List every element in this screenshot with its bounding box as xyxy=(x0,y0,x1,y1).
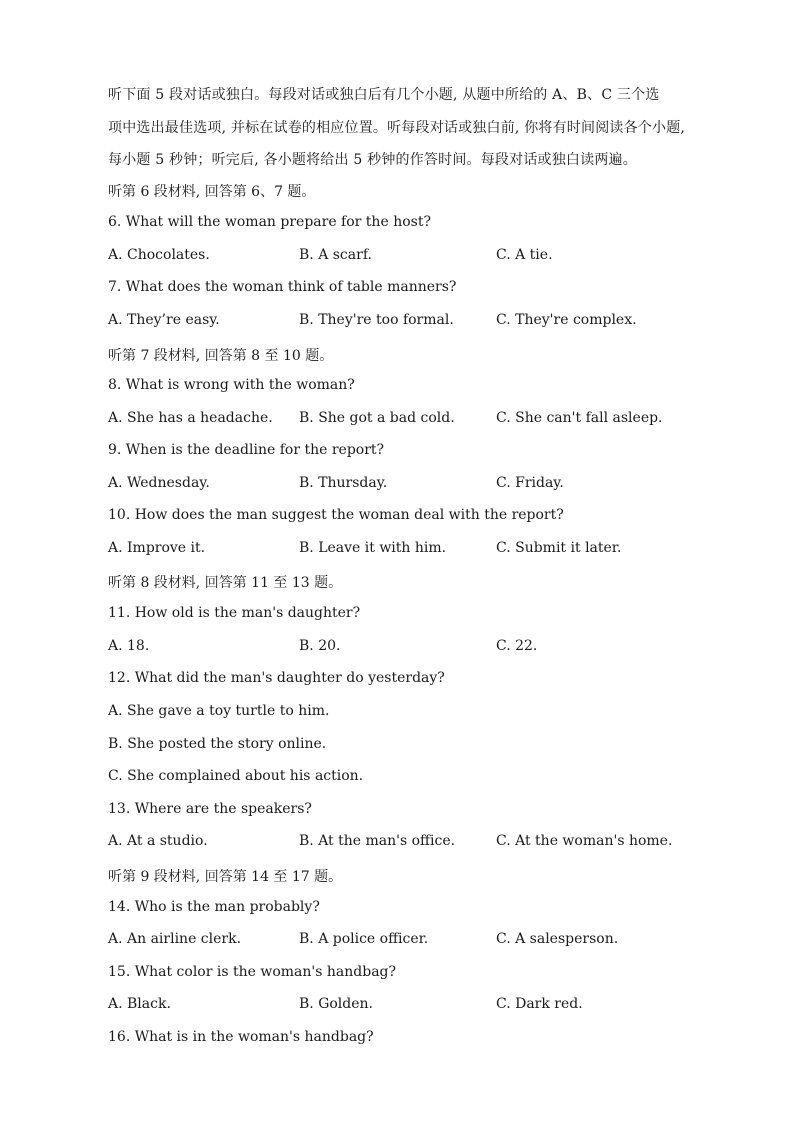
option-10c: C. Submit it later. xyxy=(496,540,622,556)
question-7: 7. What does the woman think of table manners? xyxy=(108,279,457,295)
option-14a: A. An airline clerk. xyxy=(108,931,242,947)
option-9c: C. Friday. xyxy=(496,475,564,491)
section-heading-4: 听第 9 段材料, 回答第 14 至 17 题。 xyxy=(108,869,343,885)
option-10a: A. Improve it. xyxy=(108,540,206,556)
question-12: 12. What did the man's daughter do yesterday? xyxy=(108,670,445,686)
option-15c: C. Dark red. xyxy=(496,996,583,1012)
section-heading-1: 听第 6 段材料, 回答第 6、7 题。 xyxy=(108,184,316,200)
option-11b: B. 20. xyxy=(299,638,341,654)
question-10: 10. How does the man suggest the woman deal with the report? xyxy=(108,507,564,523)
option-12c: C. She complained about his action. xyxy=(108,768,364,784)
option-13a: A. At a studio. xyxy=(108,833,208,849)
option-15b: B. Golden. xyxy=(299,996,373,1012)
option-6a: A. Chocolates. xyxy=(108,247,210,263)
option-12b: B. She posted the story online. xyxy=(108,736,327,752)
question-16: 16. What is in the woman's handbag? xyxy=(108,1029,374,1045)
option-6c: C. A tie. xyxy=(496,247,553,263)
intro-line-2: 项中选出最佳选项, 并标在试卷的相应位置。听每段对话或独白前, 你将有时间阅读各个小题, xyxy=(108,120,686,136)
question-13: 13. Where are the speakers? xyxy=(108,801,312,817)
option-11c: C. 22. xyxy=(496,638,538,654)
intro-line-1: 听下面 5 段对话或独白。每段对话或独白后有几个小题, 从题中所给的 A、B、C 三个选 xyxy=(108,87,660,103)
option-7b: B. They're too formal. xyxy=(299,312,454,328)
option-7a: A. They’re easy. xyxy=(108,312,220,328)
option-13c: C. At the woman's home. xyxy=(496,833,673,849)
option-13b: B. At the man's office. xyxy=(299,833,456,849)
option-7c: C. They're complex. xyxy=(496,312,637,328)
question-9: 9. When is the deadline for the report? xyxy=(108,442,385,458)
option-6b: B. A scarf. xyxy=(299,247,372,263)
option-11a: A. 18. xyxy=(108,638,150,654)
option-8c: C. She can't fall asleep. xyxy=(496,410,663,426)
option-14c: C. A salesperson. xyxy=(496,931,619,947)
option-12a: A. She gave a toy turtle to him. xyxy=(108,703,330,719)
question-6: 6. What will the woman prepare for the host? xyxy=(108,214,431,230)
question-14: 14. Who is the man probably? xyxy=(108,899,320,915)
option-10b: B. Leave it with him. xyxy=(299,540,447,556)
question-11: 11. How old is the man's daughter? xyxy=(108,605,361,621)
question-15: 15. What color is the woman's handbag? xyxy=(108,964,397,980)
question-8: 8. What is wrong with the woman? xyxy=(108,377,355,393)
section-heading-2: 听第 7 段材料, 回答第 8 至 10 题。 xyxy=(108,348,334,364)
option-9a: A. Wednesday. xyxy=(108,475,210,491)
option-8b: B. She got a bad cold. xyxy=(299,410,455,426)
option-8a: A. She has a headache. xyxy=(108,410,273,426)
section-heading-3: 听第 8 段材料, 回答第 11 至 13 题。 xyxy=(108,575,343,591)
option-15a: A. Black. xyxy=(108,996,171,1012)
option-9b: B. Thursday. xyxy=(299,475,388,491)
option-14b: B. A police officer. xyxy=(299,931,429,947)
intro-line-3: 每小题 5 秒钟；听完后, 各小题将给出 5 秒钟的作答时间。每段对话或独白读两遍。 xyxy=(108,152,637,168)
